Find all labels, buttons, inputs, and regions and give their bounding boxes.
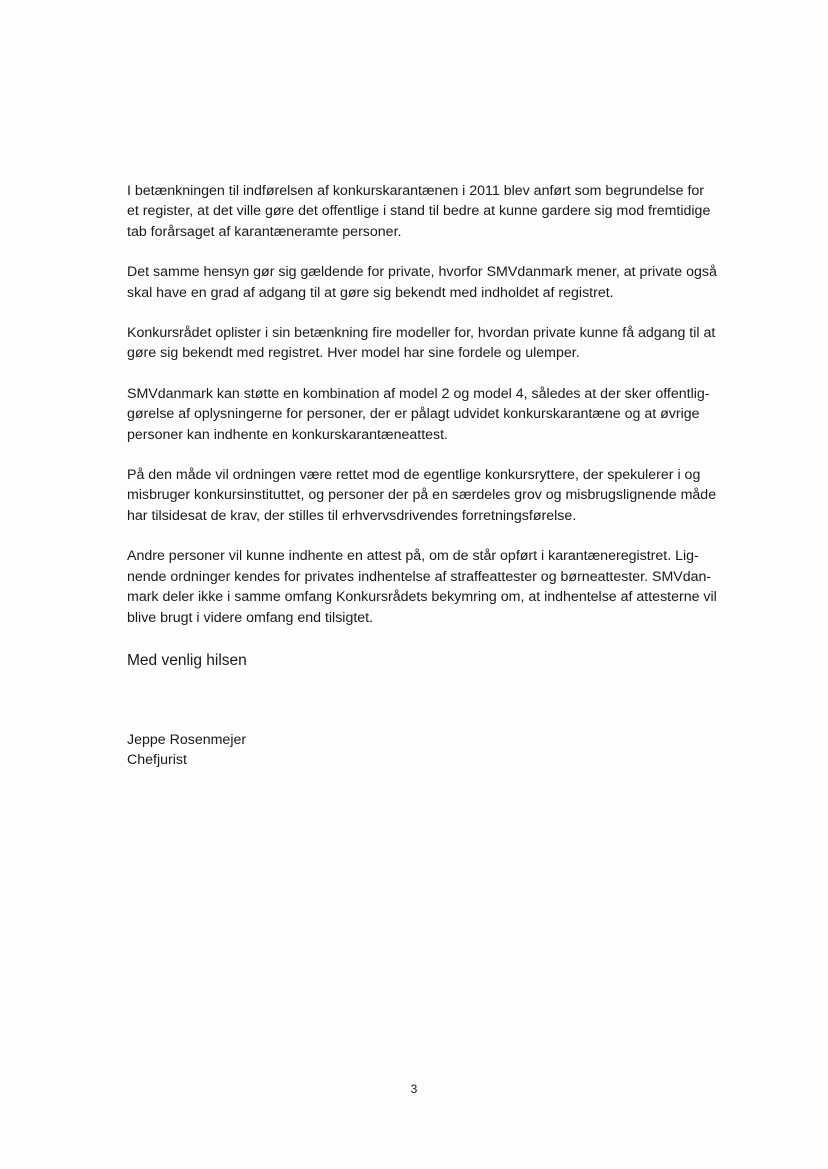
text-line: et register, at det ville gøre det offentlige i stand til bedre at kunne gardere sig mod fremtidige [127,203,711,220]
text-line: gøre sig bekendt med registret. Hver model har sine fordele og ulemper. [127,345,580,362]
text-line: På den måde vil ordningen være rettet mod de egentlige konkursryttere, der spekulerer i og [127,467,701,484]
text-line: mark deler ikke i samme omfang Konkursrådets bekymring om, at indhentelse af attesterne vil [127,589,717,606]
text-line: I betænkningen til indførelsen af konkurskarantænen i 2011 blev anført som begrundelse for [127,183,705,199]
text-line: gørelse af oplysningerne for personer, der er pålagt udvidet konkurskarantæne og at øvrige [127,406,700,423]
page-number: 3 [410,1082,418,1096]
paragraph-certificate [127,546,733,628]
paragraph-scheme-target [127,465,733,526]
closing-greeting: Med venlig hilsen [127,652,247,669]
text-line: SMVdanmark kan støtte en kombination af model 2 og model 4, således at der sker offentlig- [127,385,710,402]
text-line: har tilsidesat de krav, der stilles til erhvervsdrivendes forretningsførelse. [127,507,577,524]
text-line: Andre personer vil kunne indhente en attest på, om de står opført i karantæneregistret. Lig- [127,548,699,565]
text-line: Det samme hensyn gør sig gældende for private, hvorfor SMVdanmark mener, at private også [127,264,717,281]
letter-body [127,181,733,648]
text-line: Konkursrådet oplister i sin betænkning fire modeller for, hvordan private kunne få adgang til at [127,325,716,342]
signer-title: Chefjurist [127,752,187,769]
text-line: misbruger konkursinstituttet, og personer der på en særdeles grov og misbrugslignende måde [127,487,717,504]
signature-block [127,730,246,771]
text-line: skal have en grad af adgang til at gøre sig bekendt med indholdet af registret. [127,284,614,301]
paragraph-model-combination [127,384,733,445]
signer-name: Jeppe Rosenmejer [127,732,247,748]
paragraph-private-access [127,262,733,303]
paragraph-register-rationale [127,181,733,242]
text-line: nende ordninger kendes for privates indhentelse af straffeattester og børneattester. SMVdan- [127,568,712,585]
text-line: blive brugt i videre omfang end tilsigtet. [127,609,374,626]
text-line: personer kan indhente en konkurskarantæneattest. [127,426,448,443]
text-line: tab forårsaget af karantæneramte personer. [127,223,402,240]
paragraph-four-models [127,323,733,364]
